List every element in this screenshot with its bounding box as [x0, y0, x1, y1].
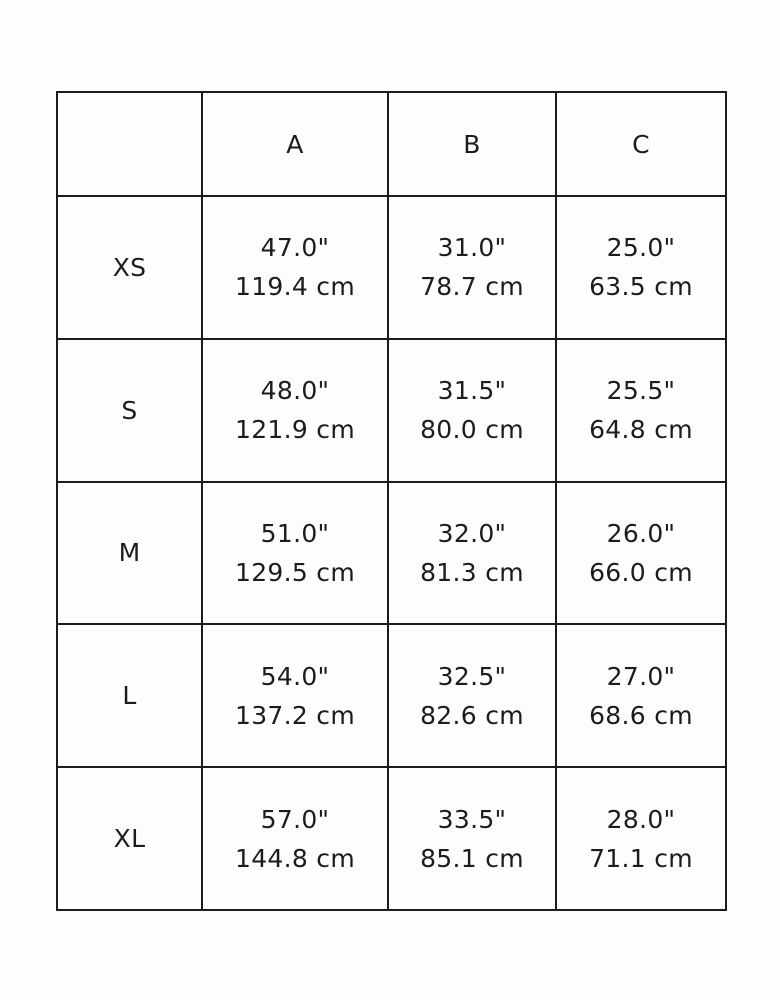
- inches-value: 32.5": [437, 661, 507, 691]
- inches-value: 27.0": [606, 661, 676, 691]
- cm-value: 137.2 cm: [234, 700, 355, 730]
- inches-value: 51.0": [260, 518, 330, 548]
- inches-value: 47.0": [260, 233, 330, 263]
- header-cell-corner: [57, 92, 202, 196]
- inches-value: 54.0": [260, 661, 330, 691]
- cm-value: 121.9 cm: [234, 415, 355, 445]
- measurement-cell-b: [388, 624, 556, 767]
- cm-value: 119.4 cm: [234, 272, 355, 302]
- measurement-cell-b: [388, 482, 556, 625]
- table-row-xs: [57, 196, 726, 339]
- cm-value: 78.7 cm: [420, 272, 524, 302]
- measurement-cell-a: [202, 196, 388, 339]
- cm-value: 144.8 cm: [234, 843, 355, 873]
- inches-value: 31.5": [437, 376, 507, 406]
- cm-value: 63.5 cm: [589, 272, 693, 302]
- measurement-cell-a: [202, 767, 388, 910]
- size-label: S: [57, 339, 202, 482]
- size-label: L: [57, 624, 202, 767]
- measurement-cell-a: [202, 624, 388, 767]
- header-cell-a: A: [202, 92, 388, 196]
- header-row: [57, 92, 726, 196]
- header-cell-b: B: [388, 92, 556, 196]
- inches-value: 25.0": [606, 233, 676, 263]
- cm-value: 80.0 cm: [420, 415, 524, 445]
- table-row-l: [57, 624, 726, 767]
- measurement-cell-a: [202, 482, 388, 625]
- size-label: XS: [57, 196, 202, 339]
- measurement-cell-c: [556, 196, 726, 339]
- inches-value: 31.0": [437, 233, 507, 263]
- inches-value: 48.0": [260, 376, 330, 406]
- size-label: XL: [57, 767, 202, 910]
- measurement-cell-c: [556, 482, 726, 625]
- cm-value: 81.3 cm: [420, 557, 524, 587]
- inches-value: 32.0": [437, 518, 507, 548]
- size-chart-table: [56, 91, 727, 911]
- table-row-xl: [57, 767, 726, 910]
- cm-value: 129.5 cm: [234, 557, 355, 587]
- size-label: M: [57, 482, 202, 625]
- cm-value: 71.1 cm: [589, 843, 693, 873]
- measurement-cell-b: [388, 767, 556, 910]
- measurement-cell-c: [556, 339, 726, 482]
- inches-value: 33.5": [437, 804, 507, 834]
- inches-value: 26.0": [606, 518, 676, 548]
- cm-value: 64.8 cm: [589, 415, 693, 445]
- measurement-cell-b: [388, 339, 556, 482]
- cm-value: 68.6 cm: [589, 700, 693, 730]
- measurement-cell-c: [556, 767, 726, 910]
- header-cell-c: C: [556, 92, 726, 196]
- cm-value: 85.1 cm: [420, 843, 524, 873]
- measurement-cell-a: [202, 339, 388, 482]
- inches-value: 25.5": [606, 376, 676, 406]
- table-row-s: [57, 339, 726, 482]
- inches-value: 28.0": [606, 804, 676, 834]
- measurement-cell-c: [556, 624, 726, 767]
- cm-value: 82.6 cm: [420, 700, 524, 730]
- measurement-cell-b: [388, 196, 556, 339]
- cm-value: 66.0 cm: [589, 557, 693, 587]
- inches-value: 57.0": [260, 804, 330, 834]
- table-row-m: [57, 482, 726, 625]
